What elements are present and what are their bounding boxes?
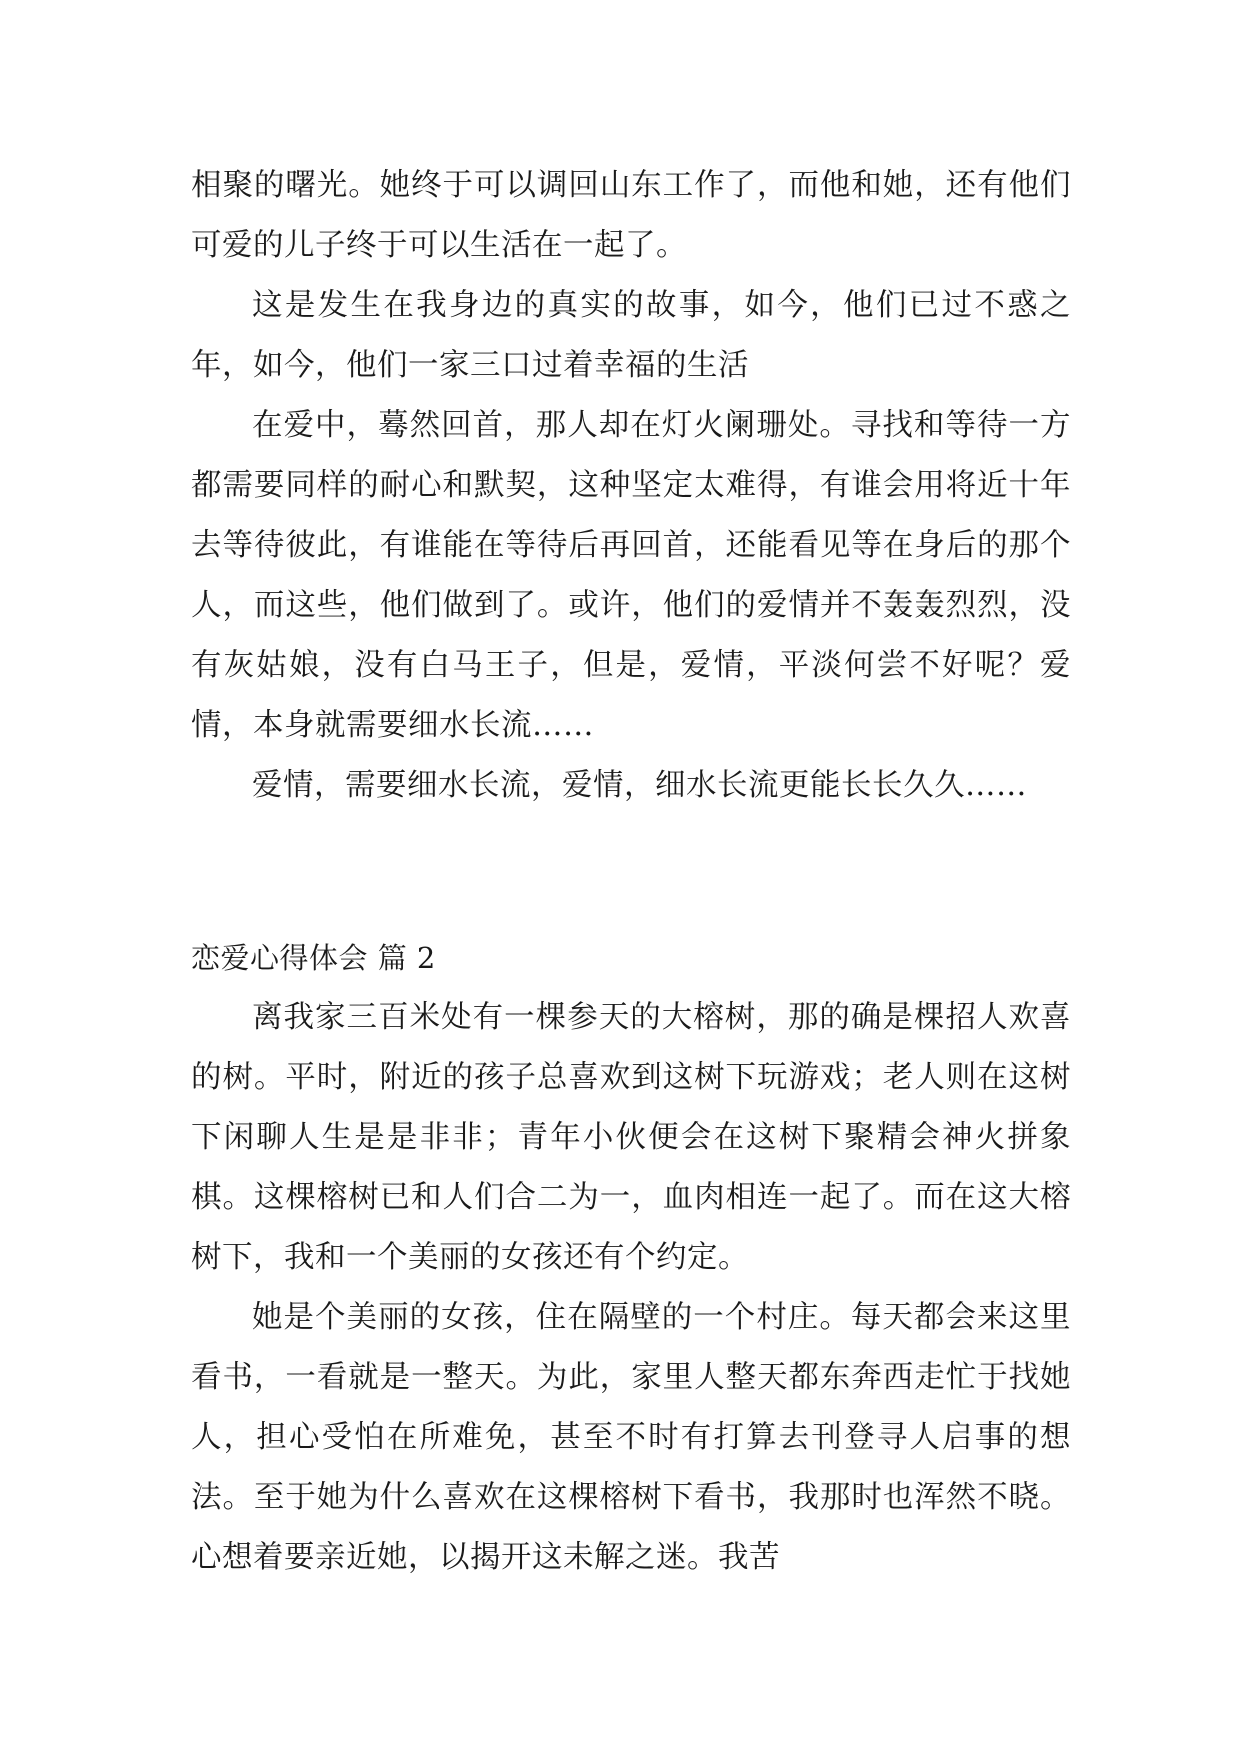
section-heading: 恋爱心得体会 篇 2 — [191, 941, 436, 975]
story-section — [191, 156, 1071, 816]
paragraph-continuation: 相聚的曙光。她终于可以调回山东工作了，而他和她，还有他们可爱的儿子终于可以生活在一起了。 — [191, 168, 1071, 263]
paragraph: 离我家三百米处有一棵参天的大榕树，那的确是棵招人欢喜的树。平时，附近的孩子总喜欢到这树下玩游戏；老人则在这树下闲聊人生是是非非；青年小伙便会在这树下聚精会神火拼象棋。这棵榕树已和人们合二为一，血肉相连一起了。而在这大榕树下，我和一个美丽的女孩还有个约定。 — [191, 1000, 1071, 1275]
paragraph: 她是个美丽的女孩，住在隔壁的一个村庄。每天都会来这里看书，一看就是一整天。为此，家里人整天都东奔西走忙于找她人，担心受怕在所难免，甚至不时有打算去刊登寻人启事的想法。至于她为什么喜欢在这棵榕树下看书，我那时也浑然不晓。心想着要亲近她，以揭开这未解之迷。我苦 — [191, 1300, 1071, 1575]
paragraph: 爱情，需要细水长流，爱情，细水长流更能长长久久…… — [252, 768, 1027, 803]
paragraph: 这是发生在我身边的真实的故事，如今，他们已过不惑之年，如今，他们一家三口过着幸福的生活 — [191, 288, 1071, 383]
paragraph: 在爱中，蓦然回首，那人却在灯火阑珊处。寻找和等待一方都需要同样的耐心和默契，这种坚定太难得，有谁会用将近十年去等待彼此，有谁能在等待后再回首，还能看见等在身后的那个人，而这些，他们做到了。或许，他们的爱情并不轰轰烈烈，没有灰姑娘，没有白马王子，但是，爱情，平淡何尝不好呢？爱情，本身就需要细水长流…… — [191, 408, 1071, 743]
essay-section-2 — [191, 928, 1071, 1588]
